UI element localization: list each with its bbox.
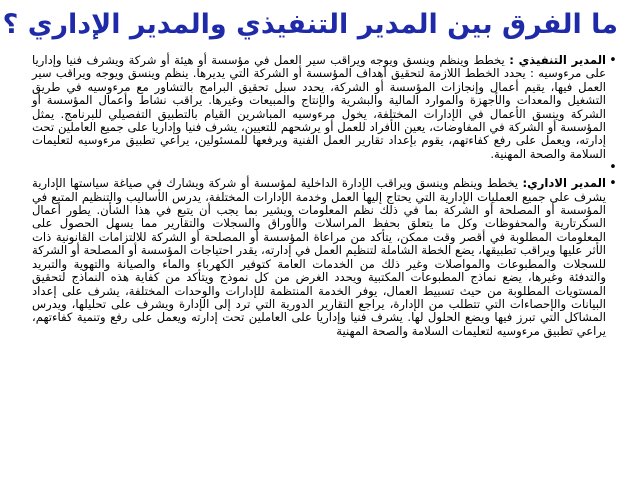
executive-manager-term: المدير التنفيذي : [509, 53, 607, 67]
administrative-manager-paragraph [32, 177, 606, 338]
slide-title: ما الفرق بين المدير التنفيذي والمدير الإداري ؟ [2, 9, 618, 40]
bullet-executive-manager [32, 54, 620, 161]
executive-manager-paragraph [32, 54, 606, 161]
administrative-manager-text: يخطط وينظم وينسق ويراقب الإدارة الداخلية لمؤسسة أو شركة ويشارك في صياغة سياستها الإدارية يشرف على جميع العمليات الإدارية التي يحتاج إليها العمل وخدمة الإدارات المختلفة، يدرس الأساليب والتنظيم المتبع في المؤسسة أو المصلحة أو الشركة بما في ذلك نظم المعلومات ويشير بما يجب أن يتبع في هذا الشأن. يطور أعمال السكرتارية والمحفوظات وكل ما يتعلق بحفظ المراسلات والأوراق والسجلات والتقارير مما يسهل الحصول على المعلومات المطلوبة في أقصر وقت ممكن، يتأكد من مراعاة المؤسسة أو المصلحة أو الشركة للالتزامات القانونية ذات الأثر عليها ويراقب تطبيقها، يضع الخطة الشاملة لتنظيم العمل في إدارته، يقدر احتياجات المؤسسة أو المصلحة أو الشركة للسجلات والمطبوعات والمواصلات وغير ذلك من الخدمات العامة كتوفير الكهرباء والماء والصيانة والتهوية والتبريد والتدفئة وغيرها، يضع نماذج المطبوعات المكتبية ويحدد الغرض من كل نموذج ويتأكد من كفاية هذه النماذج لتحقيق المستويات المطلوبة من حيث تسبيط العمال، يوفر الخدمة المنتظمة للإدارات والوحدات المختلفة، يشرف على إعداد البيانات والإحصاءات التي تتطلب من الإدارة، يراجع التقارير الدورية التي ترد إلى الإدارة ويشرف على تحليلها، ويدرس المشاكل التي تبرز فيها ويضع الحلول لها. يشرف فنيا وإداريا على العاملين تحت إدارته ويعمل على رفع وتنمية كفاءتهم، يراعي تطبيق مرءوسيه لتعليمات السلامة والصحة المهنية [32, 176, 606, 338]
bullet-administrative-manager [32, 177, 620, 338]
bullet-dot-icon: • [609, 53, 617, 68]
bullet-empty [32, 161, 620, 177]
slide-content [32, 54, 620, 338]
executive-manager-text: يخطط وينظم وينسق ويوجه ويراقب سير العمل في مؤسسة أو هيئة أو شركة ويشرف فنيا وإداريا على مرءوسيه : يحدد الخطط اللازمة لتحقيق أهداف المؤسسة أو الشركة التي يديرها. ينظم وينسق ويوجه ويراقب سير العمل فيها، يقيم أعمال وإنجازات المؤسسة أو الشركة، يحدد سبل تحقيق البرامج بالتشاور مع مرءوسيه في طريق التشغيل والمعدات والأجهزة والموارد المالية والبشرية والإنتاج والمبيعات وغيرها. يراقب نشاط وأعمال المؤسسة أو الشركة وينسق الأعمال في الإدارات المختلفة، يخول مرءوسيه المباشرين القيام بالتطبيق التفصيلي للبرنامج. يمثل المؤسسة أو الشركة في المفاوضات، يعين الأفراد للعمل أو يرشحهم للتعيين، يشرف فنيا وإداريا على جميع العاملين تحت إدارته، ويعمل على رفع كفاءتهم، يقوم بإعداد تقارير العمل الفنية ويرفعها للمسئولين، يراعي تطبيق مرءوسيه لتعليمات السلامة والصحة المهنية. [32, 53, 606, 161]
bullet-dot-icon: • [609, 160, 617, 176]
bullet-dot-icon: • [609, 176, 617, 192]
administrative-manager-term: المدير الاداري: [522, 176, 606, 191]
